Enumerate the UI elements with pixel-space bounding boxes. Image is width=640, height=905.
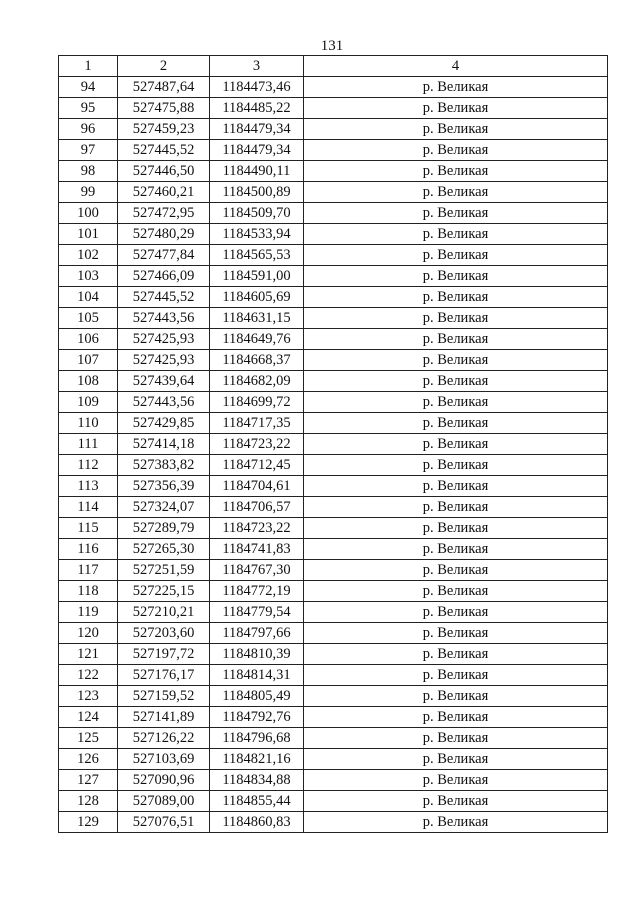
column-header-4: 4: [304, 56, 608, 77]
description-cell: р. Великая: [304, 350, 608, 371]
description-cell: р. Великая: [304, 266, 608, 287]
description-cell: р. Великая: [304, 392, 608, 413]
description-cell: р. Великая: [304, 707, 608, 728]
y-coordinate-cell: 1184723,22: [210, 434, 304, 455]
table-row: [59, 791, 608, 812]
y-coordinate-cell: 1184490,11: [210, 161, 304, 182]
x-coordinate-cell: 527459,23: [118, 119, 210, 140]
point-number-cell: 117: [59, 560, 118, 581]
y-coordinate-cell: 1184767,30: [210, 560, 304, 581]
description-cell: р. Великая: [304, 455, 608, 476]
y-coordinate-cell: 1184772,19: [210, 581, 304, 602]
point-number-cell: 105: [59, 308, 118, 329]
y-coordinate-cell: 1184533,94: [210, 224, 304, 245]
y-coordinate-cell: 1184591,00: [210, 266, 304, 287]
description-cell: р. Великая: [304, 77, 608, 98]
y-coordinate-cell: 1184668,37: [210, 350, 304, 371]
x-coordinate-cell: 527475,88: [118, 98, 210, 119]
description-cell: р. Великая: [304, 581, 608, 602]
description-cell: р. Великая: [304, 497, 608, 518]
y-coordinate-cell: 1184485,22: [210, 98, 304, 119]
x-coordinate-cell: 527425,93: [118, 329, 210, 350]
table-row: [59, 77, 608, 98]
x-coordinate-cell: 527197,72: [118, 644, 210, 665]
x-coordinate-cell: 527126,22: [118, 728, 210, 749]
table-row: [59, 287, 608, 308]
table-row: [59, 686, 608, 707]
table-row: [59, 623, 608, 644]
column-header-3: 3: [210, 56, 304, 77]
point-number-cell: 99: [59, 182, 118, 203]
x-coordinate-cell: 527324,07: [118, 497, 210, 518]
description-cell: р. Великая: [304, 98, 608, 119]
description-cell: р. Великая: [304, 434, 608, 455]
point-number-cell: 121: [59, 644, 118, 665]
x-coordinate-cell: 527203,60: [118, 623, 210, 644]
description-cell: р. Великая: [304, 371, 608, 392]
y-coordinate-cell: 1184631,15: [210, 308, 304, 329]
page-number: 131: [320, 38, 344, 54]
description-cell: р. Великая: [304, 665, 608, 686]
description-cell: р. Великая: [304, 560, 608, 581]
y-coordinate-cell: 1184723,22: [210, 518, 304, 539]
point-number-cell: 110: [59, 413, 118, 434]
x-coordinate-cell: 527210,21: [118, 602, 210, 623]
description-cell: р. Великая: [304, 245, 608, 266]
x-coordinate-cell: 527477,84: [118, 245, 210, 266]
description-cell: р. Великая: [304, 644, 608, 665]
table-row: [59, 119, 608, 140]
point-number-cell: 114: [59, 497, 118, 518]
table-row: [59, 245, 608, 266]
table-row: [59, 350, 608, 371]
table-row: [59, 182, 608, 203]
y-coordinate-cell: 1184796,68: [210, 728, 304, 749]
x-coordinate-cell: 527480,29: [118, 224, 210, 245]
table-row: [59, 518, 608, 539]
y-coordinate-cell: 1184717,35: [210, 413, 304, 434]
y-coordinate-cell: 1184834,88: [210, 770, 304, 791]
table-row: [59, 560, 608, 581]
table-row: [59, 413, 608, 434]
x-coordinate-cell: 527225,15: [118, 581, 210, 602]
x-coordinate-cell: 527141,89: [118, 707, 210, 728]
point-number-cell: 129: [59, 812, 118, 833]
point-number-cell: 103: [59, 266, 118, 287]
x-coordinate-cell: 527251,59: [118, 560, 210, 581]
point-number-cell: 102: [59, 245, 118, 266]
y-coordinate-cell: 1184605,69: [210, 287, 304, 308]
x-coordinate-cell: 527487,64: [118, 77, 210, 98]
y-coordinate-cell: 1184855,44: [210, 791, 304, 812]
table-row: [59, 224, 608, 245]
table-row: [59, 476, 608, 497]
y-coordinate-cell: 1184565,53: [210, 245, 304, 266]
x-coordinate-cell: 527443,56: [118, 308, 210, 329]
point-number-cell: 100: [59, 203, 118, 224]
column-header-2: 2: [118, 56, 210, 77]
x-coordinate-cell: 527445,52: [118, 287, 210, 308]
y-coordinate-cell: 1184682,09: [210, 371, 304, 392]
description-cell: р. Великая: [304, 224, 608, 245]
y-coordinate-cell: 1184821,16: [210, 749, 304, 770]
description-cell: р. Великая: [304, 140, 608, 161]
y-coordinate-cell: 1184779,54: [210, 602, 304, 623]
y-coordinate-cell: 1184706,57: [210, 497, 304, 518]
point-number-cell: 125: [59, 728, 118, 749]
y-coordinate-cell: 1184792,76: [210, 707, 304, 728]
point-number-cell: 119: [59, 602, 118, 623]
table-row: [59, 266, 608, 287]
point-number-cell: 95: [59, 98, 118, 119]
x-coordinate-cell: 527076,51: [118, 812, 210, 833]
table-header-row: [59, 56, 608, 77]
description-cell: р. Великая: [304, 413, 608, 434]
x-coordinate-cell: 527414,18: [118, 434, 210, 455]
description-cell: р. Великая: [304, 308, 608, 329]
table-row: [59, 308, 608, 329]
y-coordinate-cell: 1184479,34: [210, 119, 304, 140]
point-number-cell: 122: [59, 665, 118, 686]
table-row: [59, 770, 608, 791]
coordinates-table: [58, 55, 608, 833]
description-cell: р. Великая: [304, 119, 608, 140]
x-coordinate-cell: 527429,85: [118, 413, 210, 434]
point-number-cell: 108: [59, 371, 118, 392]
description-cell: р. Великая: [304, 161, 608, 182]
point-number-cell: 124: [59, 707, 118, 728]
x-coordinate-cell: 527383,82: [118, 455, 210, 476]
description-cell: р. Великая: [304, 476, 608, 497]
table-row: [59, 434, 608, 455]
x-coordinate-cell: 527446,50: [118, 161, 210, 182]
x-coordinate-cell: 527159,52: [118, 686, 210, 707]
y-coordinate-cell: 1184649,76: [210, 329, 304, 350]
y-coordinate-cell: 1184810,39: [210, 644, 304, 665]
table-row: [59, 665, 608, 686]
x-coordinate-cell: 527425,93: [118, 350, 210, 371]
column-header-1: 1: [59, 56, 118, 77]
point-number-cell: 106: [59, 329, 118, 350]
x-coordinate-cell: 527356,39: [118, 476, 210, 497]
point-number-cell: 128: [59, 791, 118, 812]
point-number-cell: 120: [59, 623, 118, 644]
point-number-cell: 96: [59, 119, 118, 140]
description-cell: р. Великая: [304, 518, 608, 539]
table-row: [59, 728, 608, 749]
x-coordinate-cell: 527289,79: [118, 518, 210, 539]
x-coordinate-cell: 527265,30: [118, 539, 210, 560]
y-coordinate-cell: 1184509,70: [210, 203, 304, 224]
x-coordinate-cell: 527103,69: [118, 749, 210, 770]
description-cell: р. Великая: [304, 329, 608, 350]
point-number-cell: 97: [59, 140, 118, 161]
table-row: [59, 581, 608, 602]
y-coordinate-cell: 1184473,46: [210, 77, 304, 98]
point-number-cell: 115: [59, 518, 118, 539]
x-coordinate-cell: 527472,95: [118, 203, 210, 224]
point-number-cell: 109: [59, 392, 118, 413]
x-coordinate-cell: 527460,21: [118, 182, 210, 203]
x-coordinate-cell: 527445,52: [118, 140, 210, 161]
point-number-cell: 111: [59, 434, 118, 455]
table-row: [59, 539, 608, 560]
table-row: [59, 812, 608, 833]
point-number-cell: 107: [59, 350, 118, 371]
table-row: [59, 371, 608, 392]
y-coordinate-cell: 1184860,83: [210, 812, 304, 833]
point-number-cell: 94: [59, 77, 118, 98]
point-number-cell: 98: [59, 161, 118, 182]
table-row: [59, 497, 608, 518]
table-row: [59, 455, 608, 476]
x-coordinate-cell: 527090,96: [118, 770, 210, 791]
table-row: [59, 329, 608, 350]
description-cell: р. Великая: [304, 791, 608, 812]
table-row: [59, 140, 608, 161]
table-row: [59, 161, 608, 182]
point-number-cell: 104: [59, 287, 118, 308]
description-cell: р. Великая: [304, 203, 608, 224]
table-row: [59, 98, 608, 119]
point-number-cell: 112: [59, 455, 118, 476]
y-coordinate-cell: 1184741,83: [210, 539, 304, 560]
description-cell: р. Великая: [304, 623, 608, 644]
x-coordinate-cell: 527466,09: [118, 266, 210, 287]
y-coordinate-cell: 1184704,61: [210, 476, 304, 497]
y-coordinate-cell: 1184805,49: [210, 686, 304, 707]
description-cell: р. Великая: [304, 602, 608, 623]
point-number-cell: 127: [59, 770, 118, 791]
point-number-cell: 123: [59, 686, 118, 707]
description-cell: р. Великая: [304, 539, 608, 560]
description-cell: р. Великая: [304, 728, 608, 749]
table-row: [59, 707, 608, 728]
point-number-cell: 113: [59, 476, 118, 497]
y-coordinate-cell: 1184699,72: [210, 392, 304, 413]
y-coordinate-cell: 1184814,31: [210, 665, 304, 686]
table-row: [59, 749, 608, 770]
description-cell: р. Великая: [304, 749, 608, 770]
table-row: [59, 392, 608, 413]
description-cell: р. Великая: [304, 770, 608, 791]
y-coordinate-cell: 1184797,66: [210, 623, 304, 644]
point-number-cell: 126: [59, 749, 118, 770]
description-cell: р. Великая: [304, 812, 608, 833]
description-cell: р. Великая: [304, 287, 608, 308]
description-cell: р. Великая: [304, 182, 608, 203]
point-number-cell: 118: [59, 581, 118, 602]
x-coordinate-cell: 527089,00: [118, 791, 210, 812]
description-cell: р. Великая: [304, 686, 608, 707]
x-coordinate-cell: 527443,56: [118, 392, 210, 413]
y-coordinate-cell: 1184479,34: [210, 140, 304, 161]
table-body: [59, 77, 608, 833]
point-number-cell: 101: [59, 224, 118, 245]
x-coordinate-cell: 527439,64: [118, 371, 210, 392]
y-coordinate-cell: 1184712,45: [210, 455, 304, 476]
y-coordinate-cell: 1184500,89: [210, 182, 304, 203]
x-coordinate-cell: 527176,17: [118, 665, 210, 686]
table-row: [59, 644, 608, 665]
table-row: [59, 203, 608, 224]
point-number-cell: 116: [59, 539, 118, 560]
table-row: [59, 602, 608, 623]
